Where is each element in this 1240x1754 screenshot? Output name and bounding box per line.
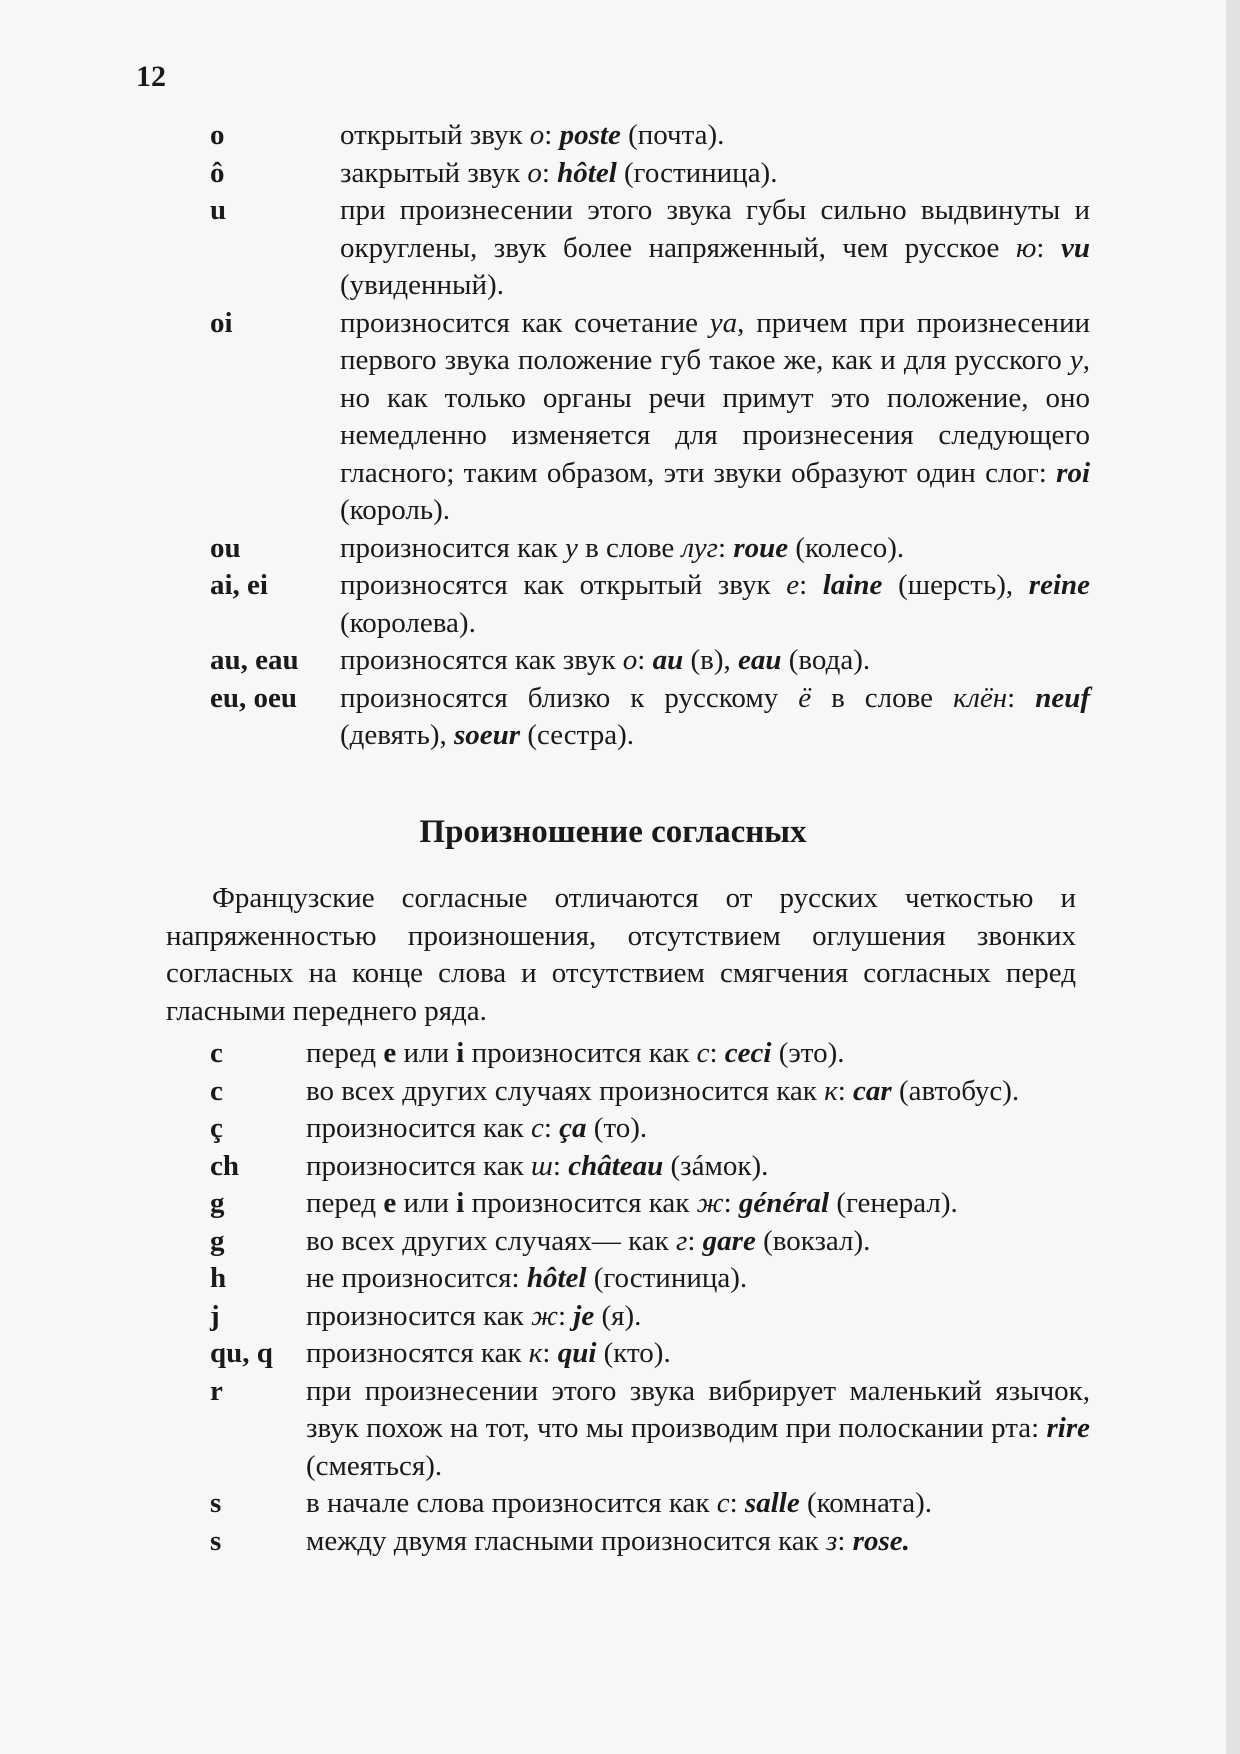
entry-description [340, 680, 1090, 755]
description-text: перед [306, 1037, 384, 1069]
description-text: (это). [771, 1037, 845, 1069]
pronunciation-entry [210, 1185, 1090, 1223]
entry-term: g [210, 1224, 225, 1257]
description-text: открытый звук [340, 119, 530, 151]
entry-description [306, 1185, 1090, 1223]
description-text: произносится как [340, 531, 565, 564]
description-text: перед [306, 1187, 384, 1219]
letter-reference: e [383, 1187, 397, 1219]
entry-term: s [210, 1524, 222, 1557]
description-text: произносится как сочетание [340, 306, 710, 339]
entry-description [306, 1223, 1090, 1261]
description-text: (я). [594, 1299, 642, 1332]
description-text: произносится как [306, 1299, 531, 1332]
description-text: (королева). [340, 606, 476, 639]
description-text: в слове [577, 531, 682, 564]
sound-letter: ж [530, 1299, 558, 1332]
sound-letter: ю [1015, 231, 1037, 264]
description-text: (увиденный). [340, 269, 504, 301]
sound-letter: к [824, 1074, 838, 1107]
description-text: при произнесении этого звука губы сильно выдвинуты и округлены, звук более напряженный, чем русское [340, 194, 1090, 264]
description-text: : [687, 1224, 703, 1257]
description-text: произносятся как [306, 1337, 529, 1369]
entry-description [306, 1073, 1090, 1111]
description-text: , причем при произнесении первого звука положение губ такое же, как и для русского [340, 306, 1090, 376]
french-example: hôtel [557, 156, 617, 189]
entry-description [340, 305, 1090, 530]
entry-description [306, 1335, 1090, 1373]
entry-description [306, 1148, 1090, 1186]
description-text: (вода). [781, 644, 871, 676]
sound-letter: е [786, 569, 800, 601]
entry-description [306, 1110, 1090, 1148]
description-text: (девять), [340, 719, 454, 751]
pronunciation-entry [210, 1523, 1090, 1561]
sound-letter: о [529, 119, 545, 151]
pronunciation-entry [210, 155, 1090, 193]
french-example: ça [559, 1112, 587, 1144]
entry-term: j [210, 1299, 220, 1332]
description-text: : [541, 156, 558, 189]
french-example: rire [1046, 1412, 1090, 1444]
french-example: poste [559, 119, 621, 151]
entry-description [306, 1035, 1090, 1073]
description-text: (почта). [620, 119, 725, 151]
french-example: château [568, 1149, 664, 1182]
description-text: (кто). [596, 1337, 671, 1369]
sound-letter: ё [798, 681, 812, 714]
pronunciation-entry [210, 680, 1090, 755]
description-text: (смеяться). [306, 1449, 443, 1482]
french-example: ceci [724, 1037, 772, 1069]
entry-description [340, 530, 1090, 568]
pronunciation-entry [210, 1260, 1090, 1298]
description-text: : [557, 1299, 574, 1332]
sound-letter: к [528, 1337, 543, 1369]
description-text: (зáмок). [663, 1149, 769, 1182]
entry-term: au, eau [210, 644, 299, 676]
description-text: (комната). [799, 1487, 932, 1519]
letter-reference: i [456, 1187, 465, 1219]
description-text: : [709, 1037, 725, 1069]
description-text: (в), [683, 644, 739, 676]
entry-description [306, 1523, 1090, 1561]
entry-term: ô [210, 156, 225, 189]
entry-description [340, 567, 1090, 642]
description-text: между двумя гласными произносится как [306, 1524, 827, 1557]
french-example: soeur [454, 719, 521, 751]
description-text: произносятся близко к русскому [340, 681, 799, 714]
entry-description [340, 192, 1090, 305]
description-text: : [723, 1187, 739, 1219]
description-text: произносится как [464, 1187, 697, 1219]
entry-term: o [210, 119, 225, 151]
description-text: не произносится: [306, 1262, 527, 1294]
description-text: : [799, 569, 823, 601]
sound-letter: з [826, 1524, 838, 1557]
description-text: : [637, 644, 653, 676]
sound-letter: с [696, 1037, 710, 1069]
vowel-pronunciation-list [210, 117, 1090, 755]
sound-letter: о [622, 644, 638, 676]
description-text: : [837, 1074, 854, 1107]
description-text: (вокзал). [755, 1224, 871, 1257]
description-text: (гостиница). [616, 156, 778, 189]
pronunciation-entry [210, 567, 1090, 642]
pronunciation-entry [210, 1335, 1090, 1373]
pronunciation-entry [210, 305, 1090, 530]
description-text: , но как только органы речи примут это положение, оно немедленно изменяется для произнесения следующего гласного; таким образом, эти звуки образуют один слог: [340, 344, 1090, 489]
description-text: или [396, 1187, 457, 1219]
pronunciation-entry [210, 1373, 1090, 1486]
french-example: car [853, 1074, 892, 1107]
description-text: : [544, 119, 560, 151]
entry-term: qu, q [210, 1337, 273, 1369]
french-example: rose. [852, 1524, 910, 1557]
description-text: закрытый звук [340, 156, 528, 189]
page-number: 12 [136, 60, 166, 93]
entry-term: h [210, 1262, 227, 1294]
sound-letter: ш [530, 1149, 553, 1182]
french-example: reine [1028, 569, 1090, 601]
french-example: je [573, 1299, 595, 1332]
description-text: произносятся как звук [340, 644, 623, 676]
french-example: qui [557, 1337, 597, 1369]
entry-term: ç [210, 1112, 223, 1144]
entry-term: c [210, 1037, 223, 1069]
pronunciation-entry [210, 1223, 1090, 1261]
entry-description [340, 155, 1090, 193]
description-text: : [837, 1524, 853, 1557]
french-example: au [652, 644, 684, 676]
pronunciation-entry [210, 117, 1090, 155]
sound-letter: г [676, 1224, 688, 1257]
french-example: neuf [1035, 681, 1090, 714]
entry-description [340, 117, 1090, 155]
entry-term: r [210, 1374, 223, 1407]
description-text: (то). [586, 1112, 648, 1144]
description-text: во всех других случаях— как [306, 1224, 677, 1257]
sound-letter: о [527, 156, 542, 189]
description-text: при произнесении этого звука вибрирует маленький язычок, звук похож на тот, что мы производим при полоскании рта: [306, 1374, 1090, 1444]
description-text: : [1007, 681, 1036, 714]
french-example: vu [1061, 231, 1090, 264]
pronunciation-entry [210, 1073, 1090, 1111]
description-text: в начале слова произносится как [306, 1487, 717, 1519]
french-example: roi [1056, 456, 1090, 489]
pronunciation-entry [210, 642, 1090, 680]
sound-letter: у [1069, 344, 1083, 376]
description-text: (шерсть), [882, 569, 1029, 601]
entry-description [306, 1373, 1090, 1486]
description-text: произносится как [306, 1149, 531, 1182]
french-example: gare [702, 1224, 756, 1257]
description-text: : [552, 1149, 569, 1182]
sound-letter: с [530, 1112, 544, 1144]
entry-term: eu, oeu [210, 681, 297, 714]
description-text: (колесо). [788, 531, 905, 564]
letter-reference: e [383, 1037, 397, 1069]
pronunciation-entry [210, 530, 1090, 568]
consonants-intro-paragraph: Французские согласные отличаются от русских четкостью и напряженностью произношения, отсутствием оглушения звонких согласных на конце слова и отсутствием смягчения согласных перед гласными переднего ряда. [166, 882, 1076, 1027]
description-text: произносится как [464, 1037, 697, 1069]
sound-letter: ж [696, 1187, 724, 1219]
entry-term: s [210, 1487, 222, 1519]
pronunciation-entry [210, 1110, 1090, 1148]
sound-letter: у [564, 531, 578, 564]
description-text: : [543, 1112, 560, 1144]
pronunciation-entry [210, 1148, 1090, 1186]
sound-letter: клён [953, 681, 1008, 714]
sound-letter: уа [709, 306, 738, 339]
entry-term: ai, ei [210, 569, 268, 601]
description-text: или [396, 1037, 457, 1069]
pronunciation-entry [210, 1298, 1090, 1336]
pronunciation-entry [210, 1035, 1090, 1073]
entry-term: u [210, 194, 227, 226]
description-text: произносится как [306, 1112, 531, 1144]
description-text: (генерал). [829, 1187, 958, 1219]
description-text: (гостиница). [586, 1262, 748, 1294]
pronunciation-entry [210, 192, 1090, 305]
description-text: : [1036, 231, 1061, 264]
entry-term: oi [210, 306, 233, 339]
description-text: (сестра). [520, 719, 634, 751]
entry-description [306, 1260, 1090, 1298]
description-text: в слове [811, 681, 954, 714]
section-title: Произношение согласных [419, 814, 807, 850]
letter-reference: i [456, 1037, 465, 1069]
description-text: во всех других случаях произносится как [306, 1074, 825, 1107]
sound-letter: луг [681, 531, 718, 564]
description-text: (автобус). [891, 1074, 1020, 1107]
consonant-pronunciation-list [210, 1035, 1090, 1560]
entry-description [340, 642, 1090, 680]
sound-letter: с [716, 1487, 730, 1519]
description-text: : [729, 1487, 745, 1519]
entry-term: ou [210, 531, 241, 564]
description-text: : [718, 531, 734, 564]
french-example: eau [738, 644, 782, 676]
french-example: hôtel [526, 1262, 587, 1294]
description-text: произносятся как открытый звук [340, 569, 787, 601]
french-example: salle [744, 1487, 800, 1519]
entry-description [306, 1485, 1090, 1523]
entry-term: ch [210, 1149, 239, 1182]
description-text: : [542, 1337, 558, 1369]
entry-term: g [210, 1187, 225, 1219]
entry-term: c [210, 1074, 223, 1107]
french-example: roue [733, 531, 789, 564]
french-example: général [738, 1187, 830, 1219]
french-example: laine [822, 569, 883, 601]
description-text: (король). [340, 494, 450, 526]
entry-description [306, 1298, 1090, 1336]
pronunciation-entry [210, 1485, 1090, 1523]
